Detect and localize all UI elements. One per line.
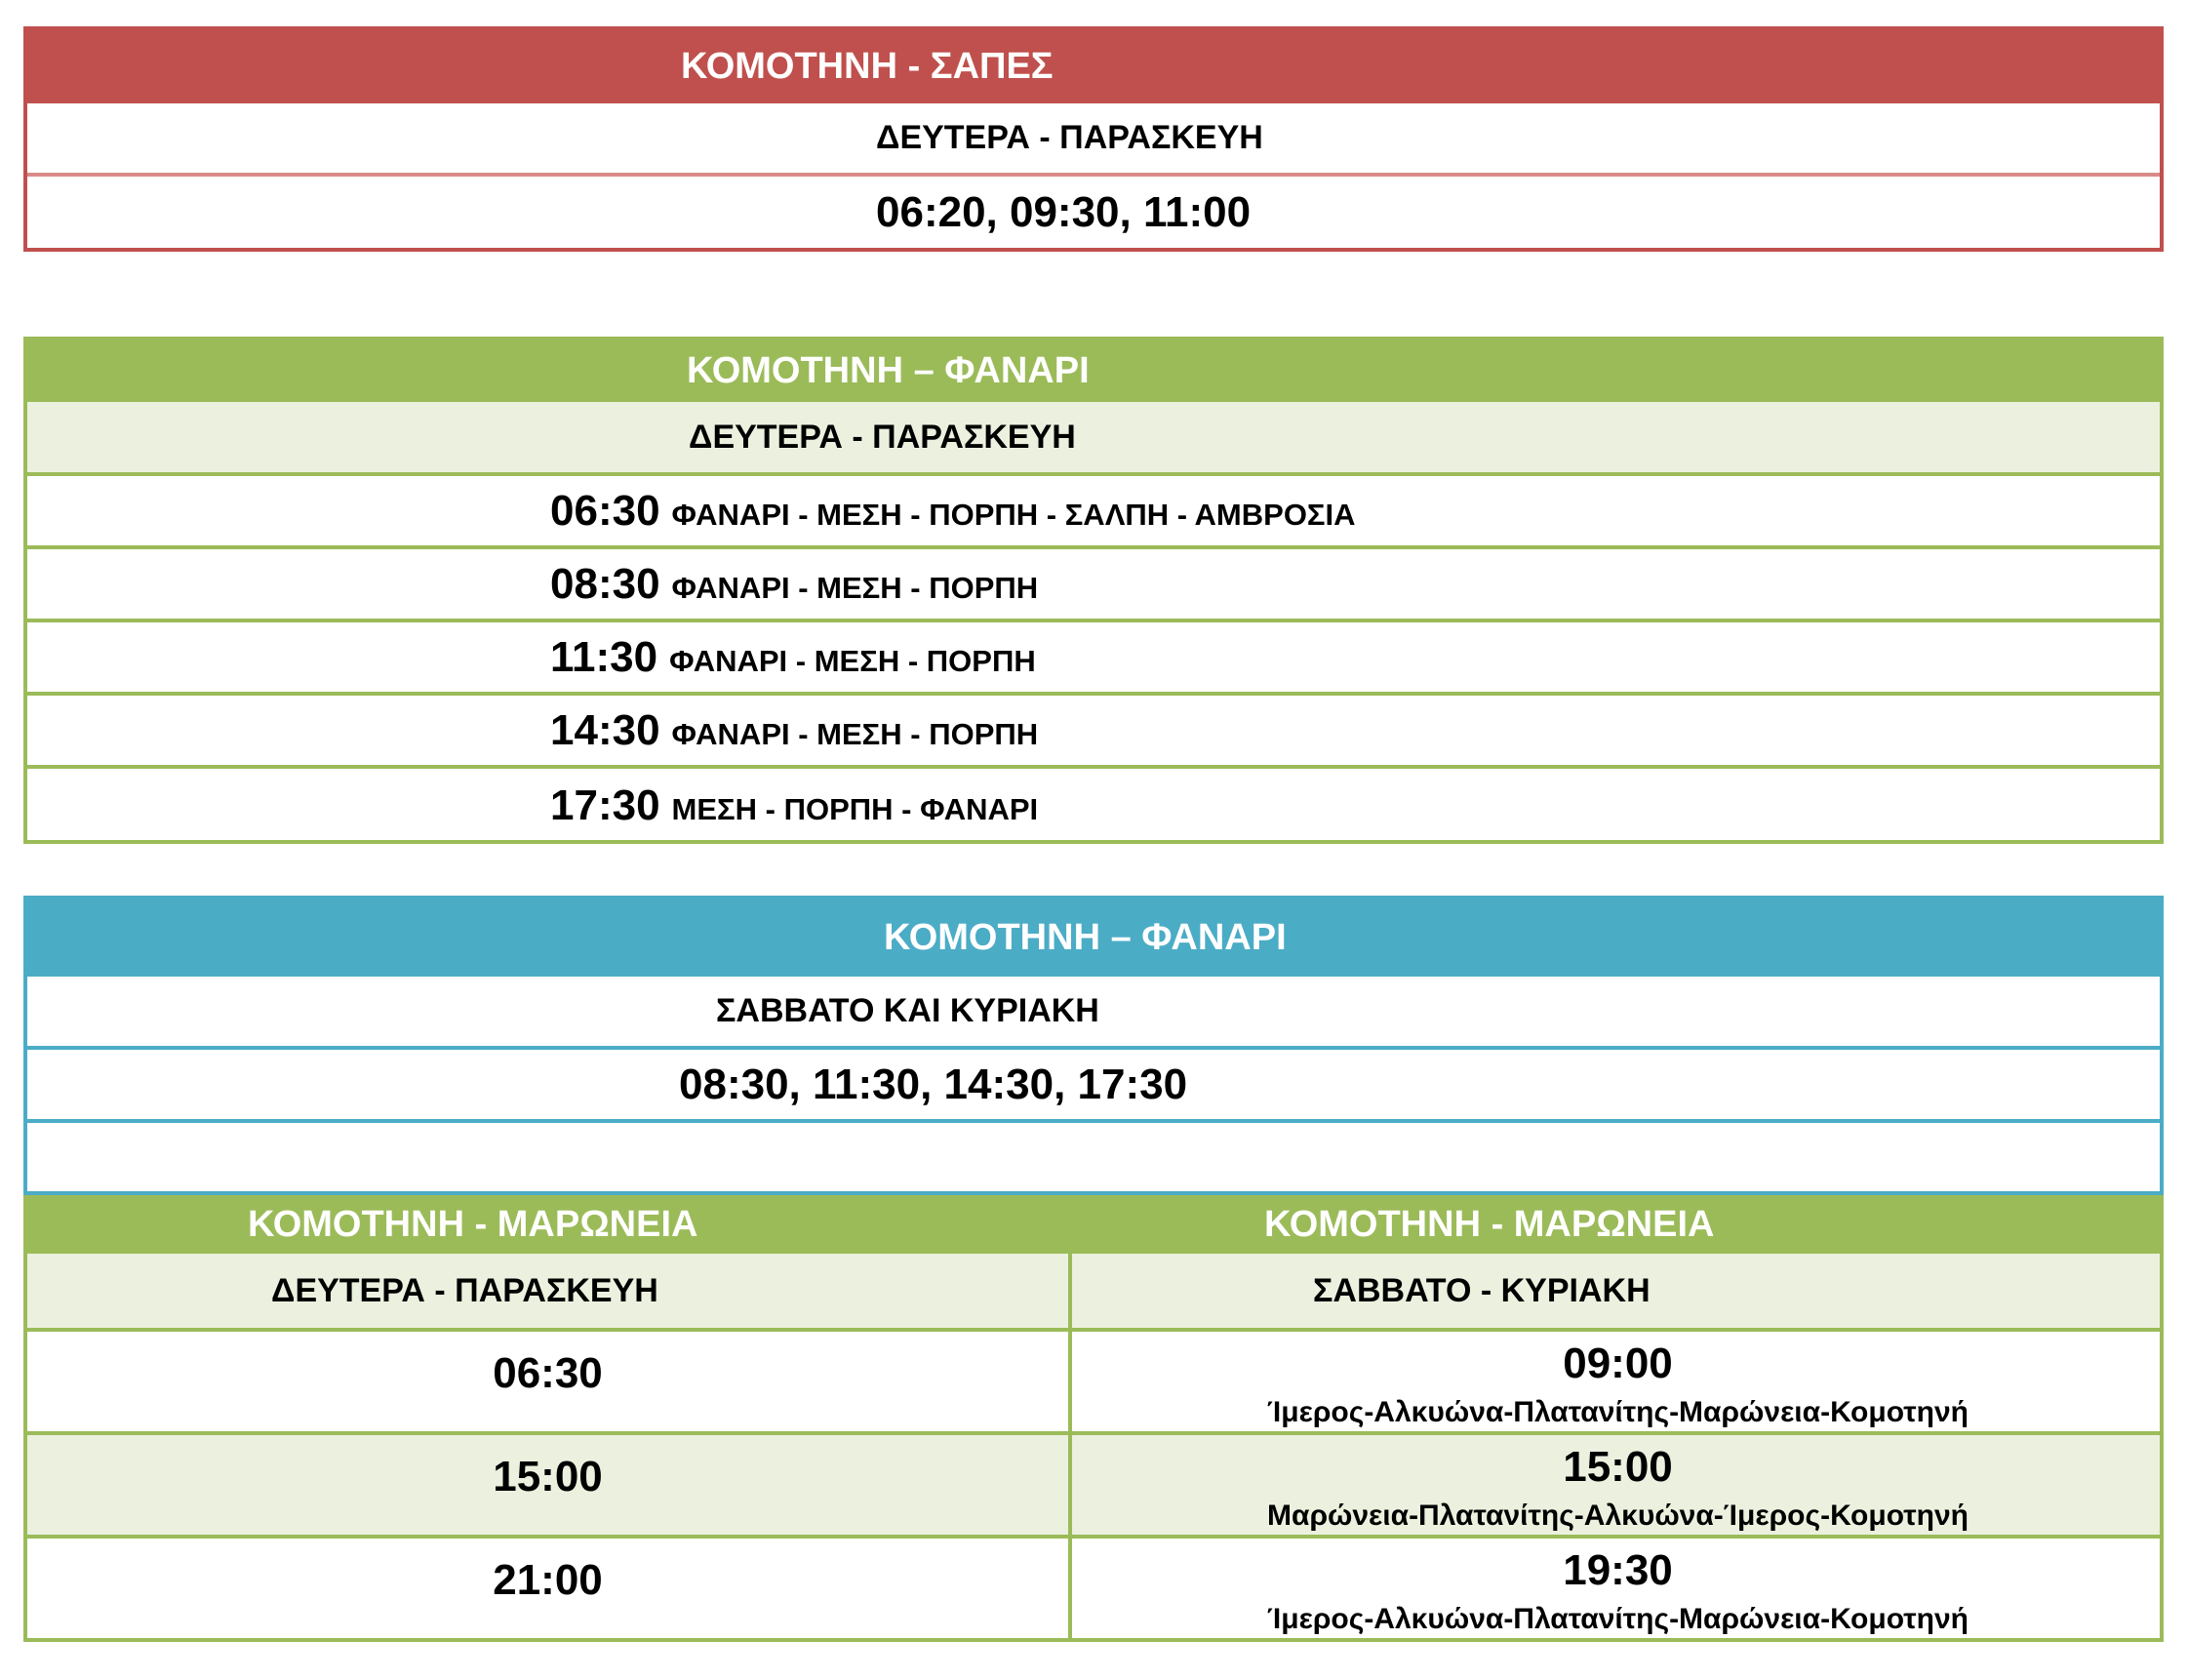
weekday-time: 21:00 [493,1556,603,1604]
empty-row [27,1123,2160,1195]
table-row [27,1539,2160,1642]
table-row [27,1435,2160,1539]
trip-time: 06:30 [550,486,660,535]
trip-route: ΜΕΣΗ - ΠΟΡΠΗ - ΦΑΝΑΡΙ [671,791,1039,826]
days-row [27,977,2160,1050]
route-title: ΚΟΜΟΤΗΝΗ – ΦΑΝΑΡΙ [687,350,1090,391]
trip-row [27,769,2160,842]
table-header [27,1195,2160,1254]
table-komotini-maroneia [23,1195,2164,1642]
trip-row [27,549,2160,622]
route-title-weekday: ΚΟΜΟΤΗΝΗ - ΜΑΡΩΝΕΙΑ [248,1203,698,1245]
weekend-time: 19:30 [1563,1546,1673,1594]
table-header [27,340,2160,402]
trip-time: 08:30 [550,559,660,608]
table-komotini-fanari-weekday [23,337,2164,844]
trip-route: ΦΑΝΑΡΙ - ΜΕΣΗ - ΠΟΡΠΗ [671,716,1039,751]
table-header [27,900,2160,977]
days-label-weekday: ΔΕΥΤΕΡΑ - ΠΑΡΑΣΚΕΥΗ [271,1271,658,1309]
days-label-weekend: ΣΑΒΒΑΤΟ - ΚΥΡΙΑΚΗ [1313,1271,1651,1309]
days-label: ΔΕΥΤΕΡΑ - ΠΑΡΑΣΚΕΥΗ [876,119,1263,156]
trip-row [27,622,2160,696]
trip-time: 14:30 [550,705,660,754]
trip-route: ΦΑΝΑΡΙ - ΜΕΣΗ - ΠΟΡΠΗ [671,570,1039,605]
weekend-time: 09:00 [1563,1340,1673,1387]
trip-row [27,696,2160,769]
table-row [27,1332,2160,1435]
route-title: ΚΟΜΟΤΗΝΗ – ΦΑΝΑΡΙ [884,917,1287,958]
times-row [27,177,2160,248]
days-row [27,1254,2160,1332]
weekday-time: 06:30 [493,1349,603,1397]
trip-route: ΦΑΝΑΡΙ - ΜΕΣΗ - ΠΟΡΠΗ [669,643,1036,678]
trip-time: 17:30 [550,780,660,829]
departure-times: 06:20, 09:30, 11:00 [876,187,1252,236]
trip-time: 11:30 [550,632,658,681]
route-title-weekend: ΚΟΜΟΤΗΝΗ - ΜΑΡΩΝΕΙΑ [1264,1203,1715,1245]
weekend-route: Μαρώνεια-Πλατανίτης-Αλκυώνα-Ίμερος-Κομοτηνή [1267,1500,1969,1532]
times-row [27,1050,2160,1123]
route-title: ΚΟΜΟΤΗΝΗ - ΣΑΠΕΣ [681,46,1054,87]
weekend-route: Ίμερος-Αλκυώνα-Πλατανίτης-Μαρώνεια-Κομοτηνή [1267,1396,1969,1428]
weekend-route: Ίμερος-Αλκυώνα-Πλατανίτης-Μαρώνεια-Κομοτηνή [1267,1603,1969,1635]
days-label: ΔΕΥΤΕΡΑ - ΠΑΡΑΣΚΕΥΗ [689,418,1076,456]
days-row [27,103,2160,177]
weekend-time: 15:00 [1563,1443,1673,1491]
departure-times: 08:30, 11:30, 14:30, 17:30 [679,1060,1188,1108]
table-komotini-fanari-weekend [23,896,2164,1195]
column-divider [1068,1254,1072,1642]
weekday-time: 15:00 [493,1453,603,1500]
table-header [27,30,2160,103]
days-row [27,402,2160,476]
trip-row [27,476,2160,549]
table-komotini-sapes [23,26,2164,252]
trip-route: ΦΑΝΑΡΙ - ΜΕΣΗ - ΠΟΡΠΗ - ΣΑΛΠΗ - ΑΜΒΡΟΣΙΑ [671,497,1356,532]
days-label: ΣΑΒΒΑΤΟ ΚΑΙ ΚΥΡΙΑΚΗ [716,992,1099,1029]
